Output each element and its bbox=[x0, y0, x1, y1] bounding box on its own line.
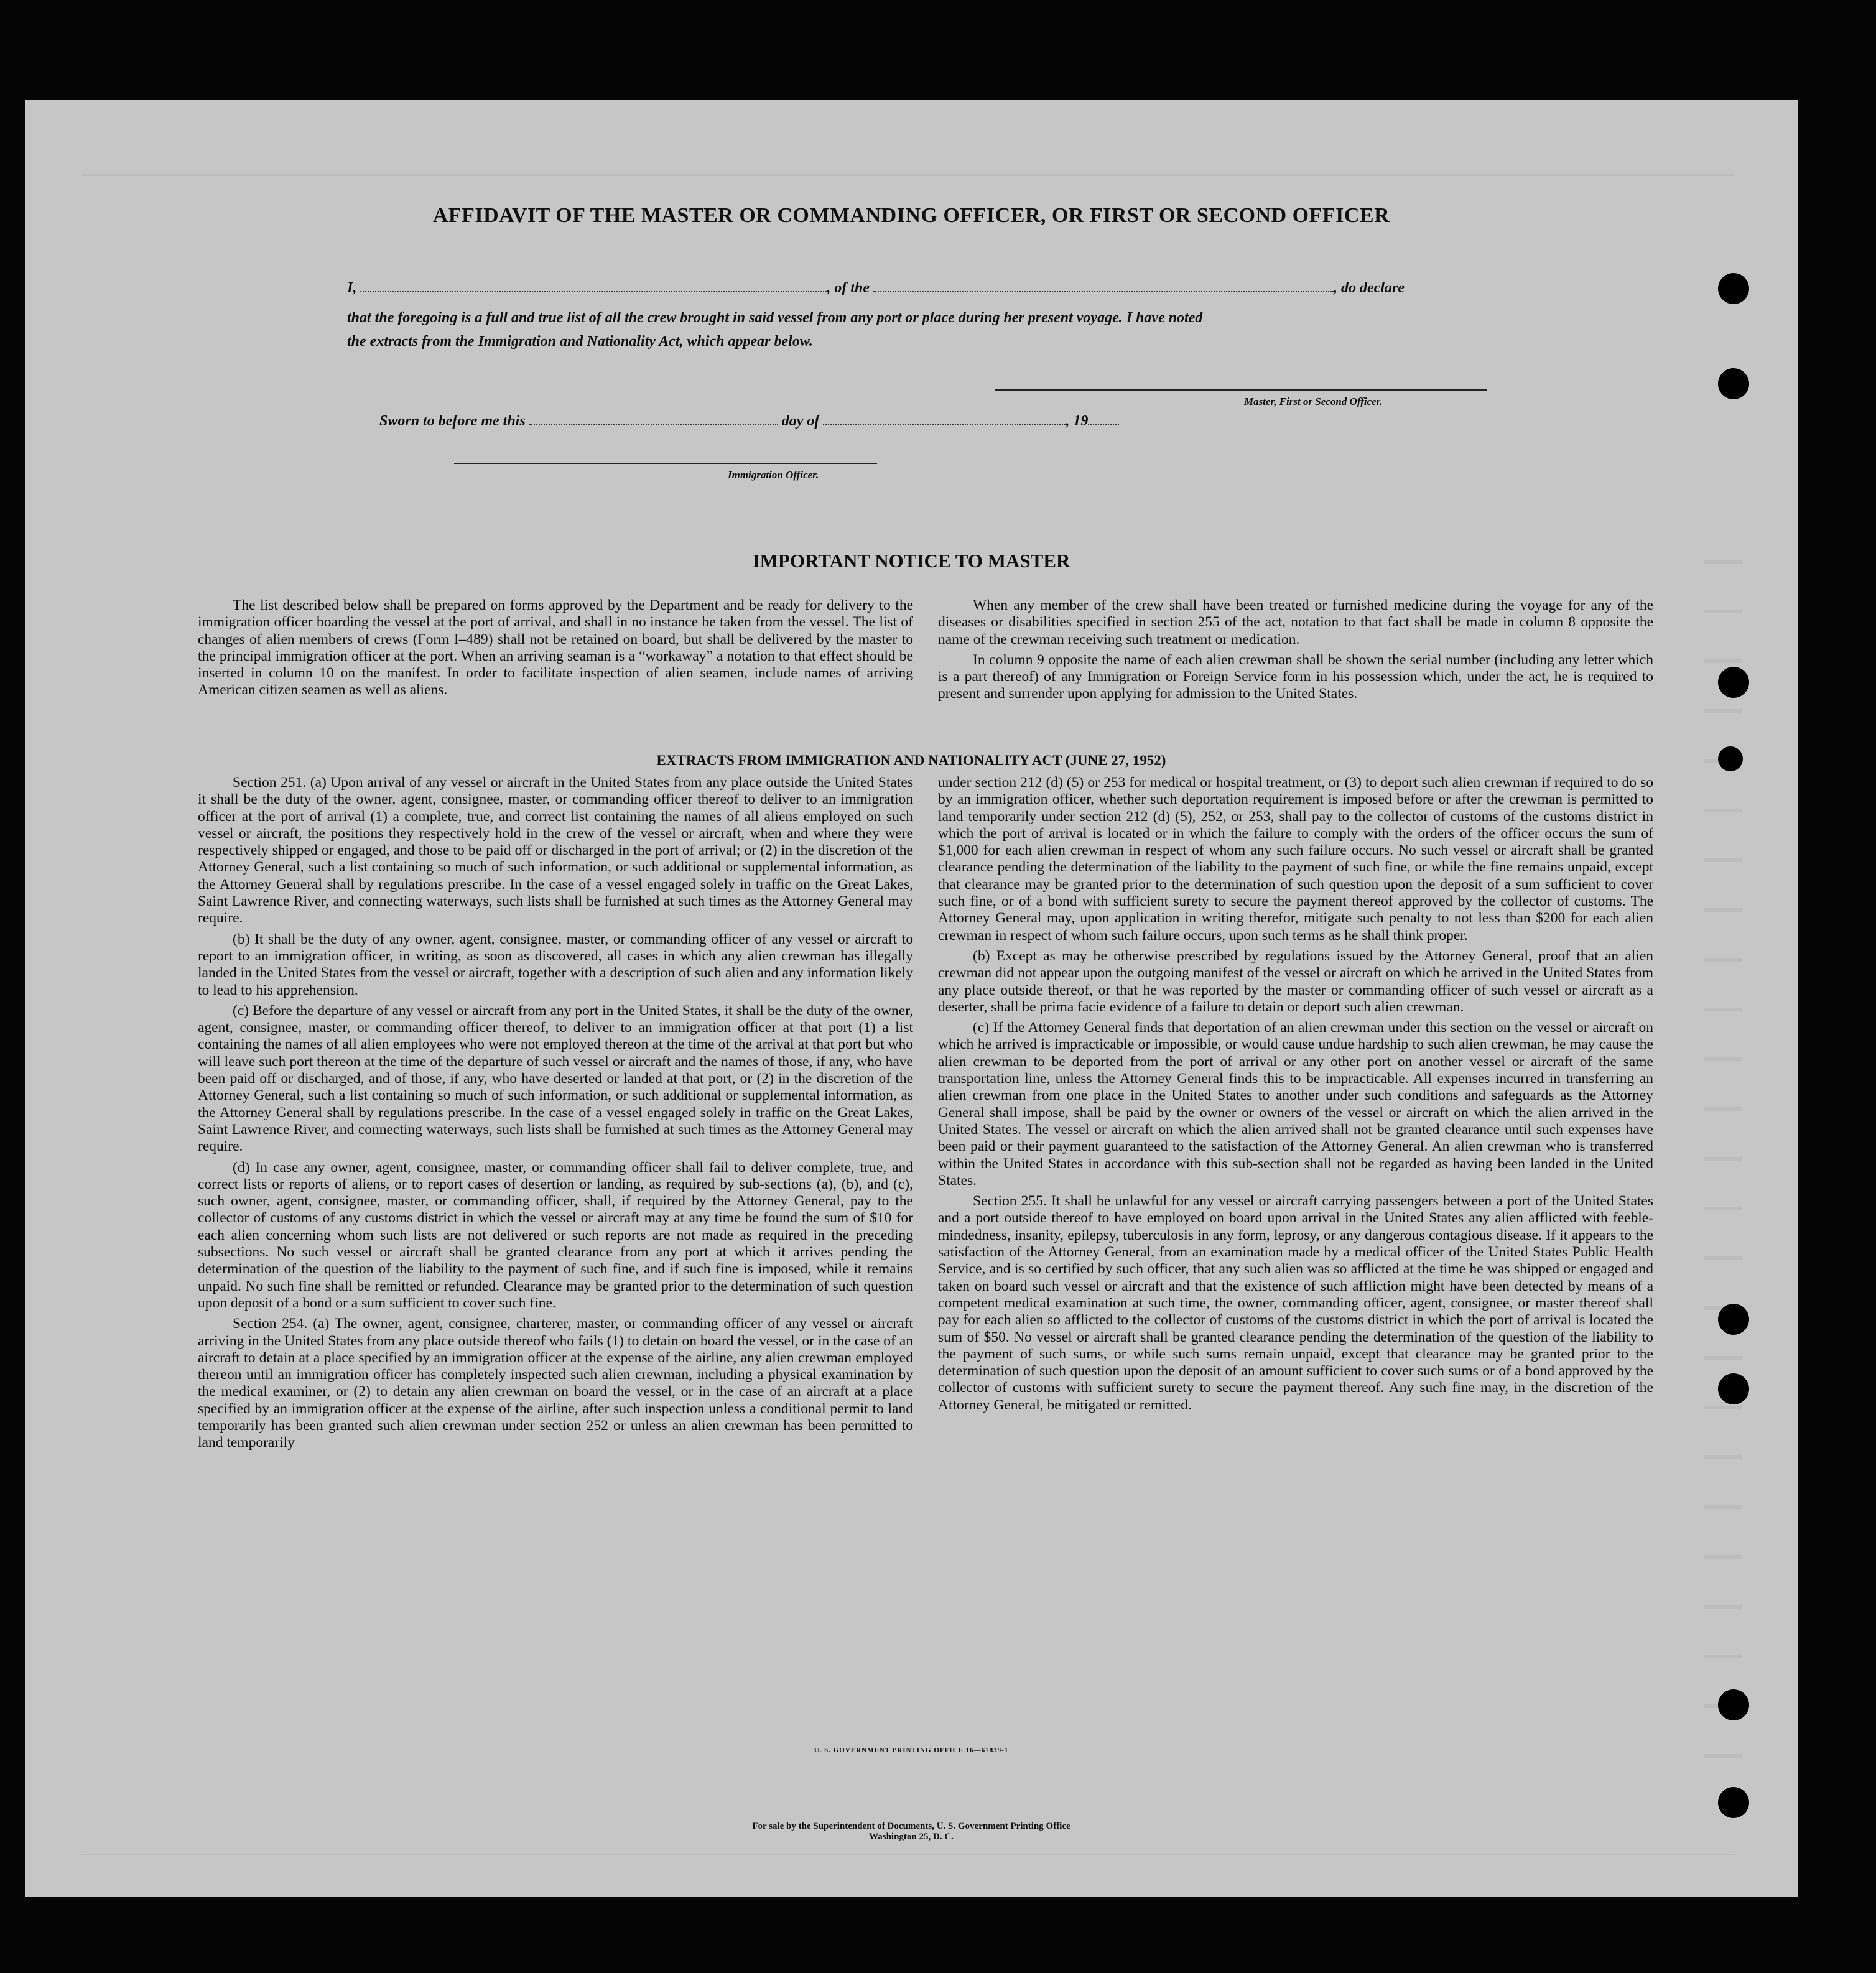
punch-hole bbox=[1718, 1689, 1749, 1720]
extracts-right-column bbox=[938, 774, 1653, 1418]
punch-hole bbox=[1718, 1304, 1749, 1335]
notice-title: IMPORTANT NOTICE TO MASTER bbox=[752, 550, 1070, 572]
affidavit-text-line-2: that the foregoing is a full and true list of all the crew brought in said vessel from any port or place during her present voyage. I have noted bbox=[347, 310, 1203, 326]
affidavit-declaration-line bbox=[347, 280, 1405, 297]
printer-mark: U. S. GOVERNMENT PRINTING OFFICE 16—67839-1 bbox=[814, 1747, 1009, 1754]
section-251-c: (c) Before the departure of any vessel or aircraft from any port in the United States, it shall be the duty of the owner, agent, consignee, master, or commanding officer thereof, to deliver to an immigration officer at that port (1) a list containing the names of all alien employees who were not employed thereon at the time of the arrival at that port but who will leave such port thereon at the time of the departure of such vessel or aircraft and the names of those, if any, who have been paid off or discharged, and of those, if any, who have deserted or landed at that port, or (2) in the discretion of the Attorney General, such a list containing so much of such information, or such additional or supplemental information, as the Attorney General shall by regulations prescribe. In the case of a vessel engaged solely in traffic on the Great Lakes, Saint Lawrence River, and connecting waterways, such lists shall be furnished at such times as the Attorney General may require. bbox=[198, 1002, 913, 1155]
punch-hole bbox=[1718, 273, 1749, 304]
punch-hole bbox=[1718, 1787, 1749, 1818]
master-signature-caption: Master, First or Second Officer. bbox=[1244, 396, 1383, 407]
form-page bbox=[25, 100, 1798, 1897]
notice-right-paragraph-2: In column 9 opposite the name of each alien crewman shall be shown the serial number (including any letter which is a part thereof) of any Immigration or Foreign Service form in his possession which, under the act, he is required to present and surrender upon applying for admission to the United States. bbox=[938, 651, 1653, 702]
footer-line-1: For sale by the Superintendent of Documents, U. S. Government Printing Office bbox=[752, 1821, 1070, 1831]
section-255: Section 255. It shall be unlawful for any vessel or aircraft carrying passengers between a port of the United States and a port outside thereof to have employed on board upon arrival in the United States any alien afflicted with feeble-mindedness, insanity, epilepsy, tuberculosis in any form, leprosy, or any dangerous contagious disease. If it appears to the satisfaction of the Attorney General, from an examination made by a medical officer of the United States Public Health Service, and is so certified by such officer, that any such alien was so afflicted at the time he was shipped or engaged and taken on board such vessel or aircraft and that the existence of such affliction might have been detected by means of a competent medical examination at such time, the owner, commanding officer, agent, consignee, or master thereof shall pay for each alien so afflicted to the collector of customs of the customs district in which the port of arrival is located the sum of $50. No vessel or aircraft shall be granted clearance pending the determination of the question of the liability to the payment of such sums, or while such sums remain unpaid, except that clearance may be granted prior to the determination of such question upon the deposit of an amount sufficient to cover such sums or of a bond approved by the collector of customs with sufficient surety to secure the payment thereof. Any such fine may, in the discretion of the Attorney General, be mitigated or remitted. bbox=[938, 1193, 1653, 1413]
affidavit-title: AFFIDAVIT OF THE MASTER OR COMMANDING OFFICER, OR FIRST OR SECOND OFFICER bbox=[432, 204, 1390, 227]
sworn-year-field[interactable] bbox=[1088, 424, 1119, 425]
notice-right-column bbox=[938, 597, 1653, 707]
punch-hole bbox=[1718, 746, 1743, 771]
affidavit-text-line-3: the extracts from the Immigration and Nationality Act, which appear below. bbox=[347, 333, 813, 350]
punch-hole bbox=[1718, 1373, 1749, 1404]
declarant-name-field[interactable] bbox=[360, 291, 827, 292]
immigration-officer-signature-line[interactable] bbox=[454, 463, 877, 464]
section-254-a-continued: under section 212 (d) (5) or 253 for medical or hospital treatment, or (3) to deport such alien crewman if required to do so by an immigration officer, whether such deportation requirement is imposed before or after the crewman is permitted to land temporarily under section 212 (d) (5), 252, or 253, shall pay to the collector of customs of the customs district in which the port of arrival is located or in which the failure to comply with the orders of the officer occurs the sum of $1,000 for each alien crewman in respect of whom any such failure occurs. No such vessel or aircraft shall be granted clearance pending the determination of the liability to the payment of such fine, or while the fine remains unpaid, except that clearance may be granted prior to the determination of such question upon the deposit of a sum sufficient to cover such fine, or of a bond with sufficient surety to secure the payment thereof approved by the collector of customs. The Attorney General may, upon application in writing therefor, mitigate such penalty to not less than $200 for each alien crewman in respect of whom such failure occurs, upon such terms as he shall think proper. bbox=[938, 774, 1653, 944]
section-251-d: (d) In case any owner, agent, consignee, master, or commanding officer shall fail to deliver complete, true, and correct lists or reports of aliens, or to report cases of desertion or landing, as required by sub-sections (a), (b), and (c), such owner, agent, consignee, master, or commanding officer, shall, if required by the Attorney General, pay to the collector of customs of any customs district in which the vessel or aircraft may at any time be found the sum of $10 for each alien concerning whom such lists are not delivered or such reports are not made as required in the preceding subsections. No such vessel or aircraft shall be granted clearance from any port at which it arrives pending the determination of the question of the liability to the payment of such fine, and if such fine is imposed, while it remains unpaid. No such fine shall be remitted or refunded. Clearance may be granted prior to the determination of such question upon deposit of a bond or a sum sufficient to cover such fine. bbox=[198, 1159, 913, 1311]
sworn-month-field[interactable] bbox=[823, 424, 1066, 425]
punch-hole bbox=[1718, 368, 1749, 399]
day-of-label: day of bbox=[781, 413, 820, 429]
sworn-label: Sworn to before me this bbox=[379, 413, 526, 429]
declarant-label: I, bbox=[347, 280, 357, 296]
extracts-left-column bbox=[198, 774, 913, 1455]
notice-left-paragraph: The list described below shall be prepared on forms approved by the Department and be ready for delivery to the immigration officer boarding the vessel at the port of arrival, and shall in no instance be taken from the vessel. The list of changes of alien members of crews (Form I–489) shall not be retained on board, but shall be delivered by the master to the principal immigration officer at the port. When an arriving seaman is a “workaway” a notation to that effect should be inserted in column 10 on the manifest. In order to facilitate inspection of alien seamen, include names of arriving American citizen seamen as well as aliens. bbox=[198, 597, 913, 699]
notice-right-paragraph-1: When any member of the crew shall have been treated or furnished medicine during the voyage for any of the diseases or disabilities specified in section 255 of the act, notation to that fact shall be made in column 8 opposite the name of the crewman receiving such treatment or medication. bbox=[938, 597, 1653, 648]
master-signature-line[interactable] bbox=[995, 389, 1487, 391]
vessel-name-field[interactable] bbox=[873, 291, 1334, 292]
section-251-b: (b) It shall be the duty of any owner, agent, consignee, master, or commanding officer of any vessel or aircraft to report to an immigration officer, in writing, as soon as discovered, all cases in which any alien crewman has illegally landed in the United States from the vessel or aircraft, together with a description of such alien and any information likely to lead to his apprehension. bbox=[198, 931, 913, 998]
section-251-a: Section 251. (a) Upon arrival of any vessel or aircraft in the United States from any place outside the United States it shall be the duty of the owner, agent, consignee, master, or commanding officer thereof to deliver to an immigration officer at the port of arrival (1) a complete, true, and correct list containing the names of all aliens employed on such vessel or aircraft, the positions they respectively hold in the crew of the vessel or aircraft, when and where they were respectively shipped or engaged, and those to be paid off or discharged in the port of arrival; or (2) in the discretion of the Attorney General, such a list containing so much of such information, or such additional or supplemental information, as the Attorney General shall by regulations prescribe. In the case of a vessel engaged solely in traffic on the Great Lakes, Saint Lawrence River, and connecting waterways, such lists shall be furnished at such times as the Attorney General may require. bbox=[198, 774, 913, 927]
sworn-line bbox=[379, 413, 1119, 430]
immigration-officer-caption: Immigration Officer. bbox=[728, 469, 819, 481]
notice-left-column bbox=[198, 597, 913, 703]
section-254-a: Section 254. (a) The owner, agent, consignee, charterer, master, or commanding officer of any vessel or aircraft arriving in the United States from any place outside thereof who fails (1) to detain on board the vessel, or in the case of an aircraft to detain at a place specified by an immigration officer at the expense of the airline, any alien crewman employed thereon until an immigration officer has completely inspected such alien crewman, including a physical examination by the medical examiner, or (2) to detain any alien crewman on board the vessel, or in the case of an aircraft at a place specified by an immigration officer at the expense of the airline, after such inspection unless a conditional permit to land temporarily has been granted such alien crewman under section 252 or unless an alien crewman has been permitted to land temporarily bbox=[198, 1316, 913, 1451]
declare-label: , do declare bbox=[1334, 280, 1405, 296]
punch-hole bbox=[1718, 667, 1749, 698]
sworn-day-field[interactable] bbox=[529, 424, 778, 425]
footer bbox=[25, 1821, 1798, 1842]
year-label: , 19 bbox=[1066, 413, 1089, 429]
vessel-label: , of the bbox=[827, 280, 870, 296]
section-254-b: (b) Except as may be otherwise prescribed by regulations issued by the Attorney General, proof that an alien crewman did not appear upon the outgoing manifest of the vessel or aircraft on which he arrived in the United States from any place outside thereof, or that he was reported by the master or commanding officer of such vessel or aircraft as a deserter, shall be prima facie evidence of a failure to detain or deport such alien crewman. bbox=[938, 947, 1653, 1015]
extracts-title: EXTRACTS FROM IMMIGRATION AND NATIONALITY ACT (JUNE 27, 1952) bbox=[656, 753, 1166, 768]
section-254-c: (c) If the Attorney General finds that deportation of an alien crewman under this section on the vessel or aircraft on which he arrived is impracticable or impossible, or would cause undue hardship to such alien crewman, he may cause the alien crewman to be deported from the port of arrival or any other port on another vessel or aircraft of the same transportation line, unless the Attorney General finds this to be impracticable. All expenses incurred in transferring an alien crewman from one place in the United States to another under such conditions and safeguards as the Attorney General shall impose, shall be paid by the owner or owners of the vessel or aircraft on which the alien arrived in the United States. The vessel or aircraft on which the alien arrived shall not be granted clearance until such expenses have been paid or their payment guaranteed to the satisfaction of the Attorney General. An alien crewman who is transferred within the United States in accordance with this sub-section shall not be regarded as having been landed in the United States. bbox=[938, 1019, 1653, 1189]
footer-line-2: Washington 25, D. C. bbox=[869, 1832, 954, 1842]
